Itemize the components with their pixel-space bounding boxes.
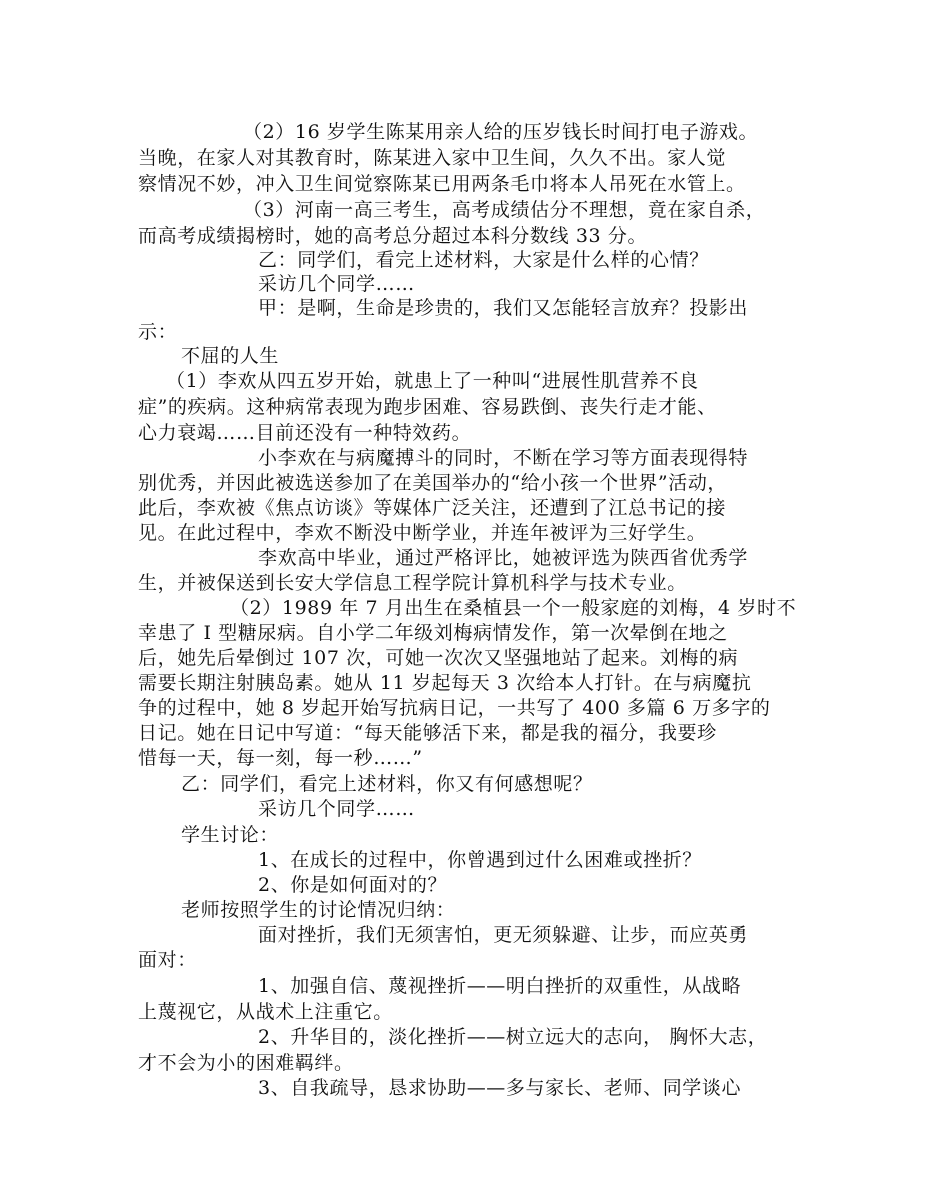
text-line: 小李欢在与病魔搏斗的同时，不断在学习等方面表现得特: [258, 447, 749, 469]
text-line: （2）16 岁学生陈某用亲人给的压岁钱长时间打电子游戏。: [243, 121, 759, 143]
text-line: 乙：同学们，看完上述材料，你又有何感想呢？: [181, 773, 593, 795]
text-line: 争的过程中，她 8 岁起开始写抗病日记，一共写了 400 多篇 6 万多字的: [138, 697, 771, 719]
text-line: 乙：同学们，看完上述材料，大家是什么样的心情？: [258, 249, 709, 271]
text-line: 见。在此过程中，李欢不断没中断学业，并连年被评为三好学生。: [138, 522, 707, 544]
text-line: 示：: [138, 321, 178, 343]
text-line: 才不会为小的困难羁绊。: [138, 1052, 354, 1074]
text-line: 李欢高中毕业，通过严格评比，她被评选为陕西省优秀学: [258, 547, 749, 569]
text-line: （2）1989 年 7 月出生在桑植县一个一般家庭的刘梅，4 岁时不: [230, 597, 797, 619]
list-item: 2、你是如何面对的？: [258, 874, 448, 896]
text-line: 幸患了 I 型糖尿病。自小学二年级刘梅病情发作，第一次晕倒在地之: [138, 622, 728, 644]
text-line: 别优秀，并因此被选送参加了在美国举办的“给小孩一个世界”活动，: [138, 472, 728, 494]
text-line: 需要长期注射胰岛素。她从 11 岁起每天 3 次给本人打针。在与病魔抗: [138, 672, 752, 694]
text-line: 生，并被保送到长安大学信息工程学院计算机科学与技术专业。: [138, 572, 687, 594]
list-item: 1、在成长的过程中，你曾遇到过什么困难或挫折？: [258, 849, 702, 871]
text-line: 采访几个同学……: [258, 273, 415, 295]
text-line: 惜每一天，每一刻，每一秒……”: [138, 747, 423, 769]
text-line: （1）李欢从四五岁开始，就患上了一种叫“进展性肌营养不良: [166, 370, 699, 392]
text-line: 学生讨论：: [181, 824, 280, 846]
text-line: 后，她先后晕倒过 107 次，可她一次次又坚强地站了起来。刘梅的病: [138, 647, 739, 669]
text-line: 甲：是啊，生命是珍贵的，我们又怎能轻言放弃？投影出: [258, 297, 749, 319]
text-line: 面对挫折，我们无须害怕，更无须躲避、让步，而应英勇: [258, 924, 749, 946]
text-line: 此后，李欢被《焦点访谈》等媒体广泛关注，还遭到了江总书记的接: [138, 497, 727, 519]
text-line: 而高考成绩揭榜时，她的高考总分超过本科分数线 33 分。: [138, 225, 648, 247]
text-line: 察情况不妙，冲入卫生间觉察陈某已用两条毛巾将本人吊死在水管上。: [138, 173, 746, 195]
text-line: 采访几个同学……: [258, 798, 415, 820]
text-line: 日记。她在日记中写道：“每天能够活下来，都是我的福分，我要珍: [138, 722, 717, 744]
text-line: 老师按照学生的讨论情况归纳：: [181, 899, 456, 921]
section-heading: 不屈的人生: [181, 345, 280, 367]
text-line: 面对：: [138, 949, 197, 971]
text-line: 心力衰竭……目前还没有一种特效药。: [138, 422, 472, 444]
list-item: 2、升华目的，淡化挫折——树立远大的志向， 胸怀大志，: [258, 1026, 768, 1048]
list-item: 3、自我疏导，恳求协助——多与家长、老师、同学谈心: [258, 1077, 742, 1099]
text-line: 当晚，在家人对其教育时，陈某进入家中卫生间，久久不出。家人觉: [138, 147, 727, 169]
list-item: 1、加强自信、蔑视挫折——明白挫折的双重性，从战略: [258, 975, 742, 997]
text-line: 上蔑视它，从战术上注重它。: [138, 1001, 393, 1023]
text-line: 症”的疾病。这种病常表现为跑步困难、容易跌倒、丧失行走才能、: [138, 396, 717, 418]
text-line: （3）河南一高三考生，高考成绩估分不理想，竟在家自杀，: [243, 199, 766, 221]
